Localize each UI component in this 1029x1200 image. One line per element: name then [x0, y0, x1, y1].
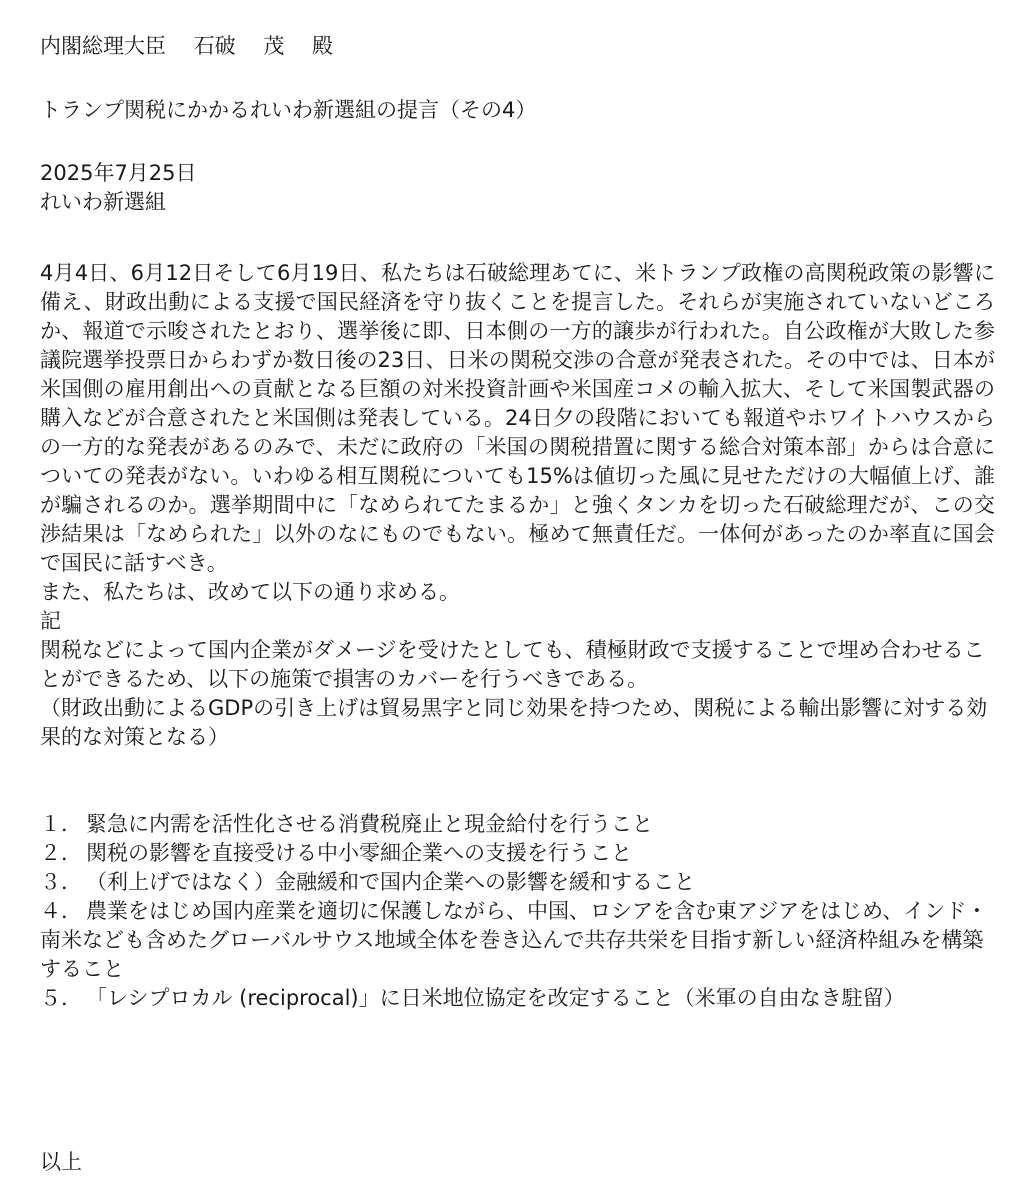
list-item-number: ５．	[40, 986, 82, 1010]
policy-paragraph: 関税などによって国内企業がダメージを受けたとしても、積極財政で支援することで埋め合わせることができるため、以下の施策で損害のカバーを行うべきである。	[40, 638, 985, 691]
date-block	[40, 159, 197, 217]
list-item	[40, 897, 995, 984]
list-item-text: 緊急に内需を活性化させる消費税廃止と現金給付を行うこと	[86, 812, 653, 836]
list-item	[40, 868, 995, 897]
document-body	[40, 259, 995, 1013]
list-item-text: 「レシプロカル (reciprocal)」に日米地位協定を改定すること（米軍の自由なき駐留）	[86, 986, 905, 1010]
main-paragraph: 4月4日、6月12日そして6月19日、私たちは石破総理あてに、米トランプ政権の高関税政策の影響に備え、財政出動による支援で国民経済を守り抜くことを提言した。それらが実施されていないどころか、報道で示唆されたとおり、選挙後に即、日本側の一方的譲歩が行われた。自公政権が大敗した参議院選挙投票日からわずか数日後の23日、日米の関税交渉の合意が発表された。その中では、日本が米国側の雇用創出への貢献となる巨額の対米投資計画や米国産コメの輸入拡大、そして米国製武器の購入などが合意されたと米国側は発表している。24日夕の段階においても報道やホワイトハウスからの一方的な発表があるのみで、未だに政府の「米国の関税措置に関する総合対策本部」からは合意についての発表がない。いわゆる相互関税についても15%は値切った風に見せただけの大幅値上げ、誰が騙されるのか。選挙期間中に「なめられてたまるか」と強くタンカを切った石破総理だが、この交渉結果は「なめられた」以外のなにものでもない。極めて無責任だ。一体何があったのか率直に国会で国民に話すべき。	[40, 261, 995, 575]
document-author: れいわ新選組	[40, 190, 166, 214]
list-item-number: ４．	[40, 899, 82, 923]
addressee: 内閣総理大臣 石破 茂 殿	[40, 34, 334, 58]
document-date: 2025年7月25日	[40, 161, 197, 185]
list-item-text: （利上げではなく）金融緩和で国内企業への影響を緩和すること	[86, 870, 695, 894]
list-item-text: 農業をはじめ国内産業を適切に保護しながら、中国、ロシアを含む東アジアをはじめ、インド・南米なども含めたグローバルサウス地域全体を巻き込んで共存共栄を目指す新しい経済枠組みを構築すること	[40, 899, 988, 981]
document-title: トランプ関税にかかるれいわ新選組の提言（その4）	[40, 98, 537, 122]
list-item	[40, 810, 995, 839]
list-item-number: ２．	[40, 841, 82, 865]
list-item-number: １．	[40, 812, 82, 836]
demands-list	[40, 810, 995, 1013]
note-paragraph: （財政出動によるGDPの引き上げは貿易黒字と同じ効果を持つため、関税による輸出影響に対する効果的な対策となる）	[40, 696, 988, 749]
list-item-text: 関税の影響を直接受ける中小零細企業への支援を行うこと	[86, 841, 632, 865]
spacer	[40, 752, 995, 810]
closing-mark: 以上	[40, 1150, 82, 1174]
list-item-number: ３．	[40, 870, 82, 894]
list-item	[40, 984, 995, 1013]
ki-marker: 記	[40, 609, 61, 633]
request-line: また、私たちは、改めて以下の通り求める。	[40, 580, 460, 604]
list-item	[40, 839, 995, 868]
